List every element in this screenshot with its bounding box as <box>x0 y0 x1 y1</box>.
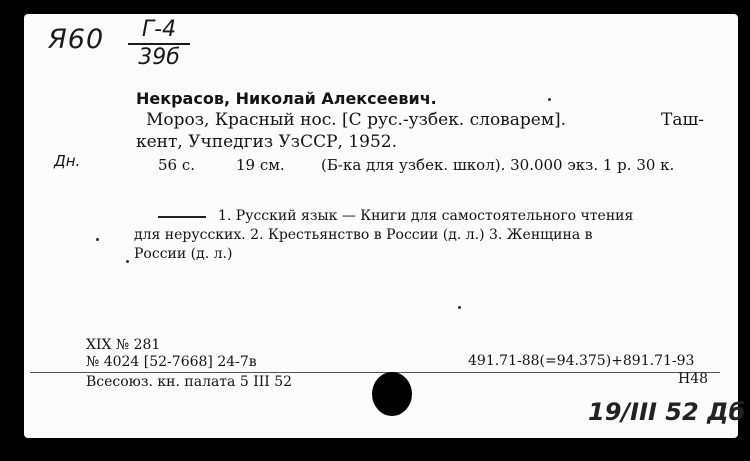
speck <box>96 238 99 241</box>
speck <box>548 98 551 101</box>
speck <box>458 306 461 309</box>
author-heading: Некрасов, Николай Алексеевич. <box>136 89 437 108</box>
call-number-fraction <box>128 18 190 70</box>
date-stamp: 19/III 52 Дб <box>588 398 746 426</box>
call-number-bottom: 39б <box>138 45 180 70</box>
index-code: H48 <box>678 371 709 387</box>
series-note: (Б-ка для узбек. школ). 30.000 экз. 1 р. 30 к. <box>321 156 675 174</box>
call-number-top: Г-4 <box>141 17 177 42</box>
subject-line-2: для нерусских. 2. Крестьянство в России (д. л.) 3. Женщина в <box>134 227 593 243</box>
subject-line-1: 1. Русский язык — Книги для самостоятельного чтения <box>218 208 634 224</box>
book-chamber: Всесоюз. кн. палата 5 III 52 <box>86 374 293 390</box>
title-line-1: Мороз, Красный нос. [С рус.-узбек. словарем]. <box>146 110 567 130</box>
margin-mark: Дн. <box>54 152 81 170</box>
call-number-shelf: Я60 <box>48 24 105 55</box>
punch-hole <box>372 372 412 416</box>
pages: 56 с. <box>158 156 196 174</box>
subject-line-3: России (д. л.) <box>134 246 233 262</box>
size: 19 см. <box>236 156 285 174</box>
footer-number: № 4024 [52-7668] 24-7в <box>86 354 257 370</box>
speck <box>126 260 129 263</box>
subject-dash <box>158 216 206 218</box>
title-line-2: кент, Учпедгиз УзССР, 1952. <box>136 132 398 152</box>
publication-place: Таш- <box>661 110 705 130</box>
footer-code: XIX № 281 <box>86 337 161 353</box>
classification: 491.71-88(=94.375)+891.71-93 <box>468 353 695 369</box>
